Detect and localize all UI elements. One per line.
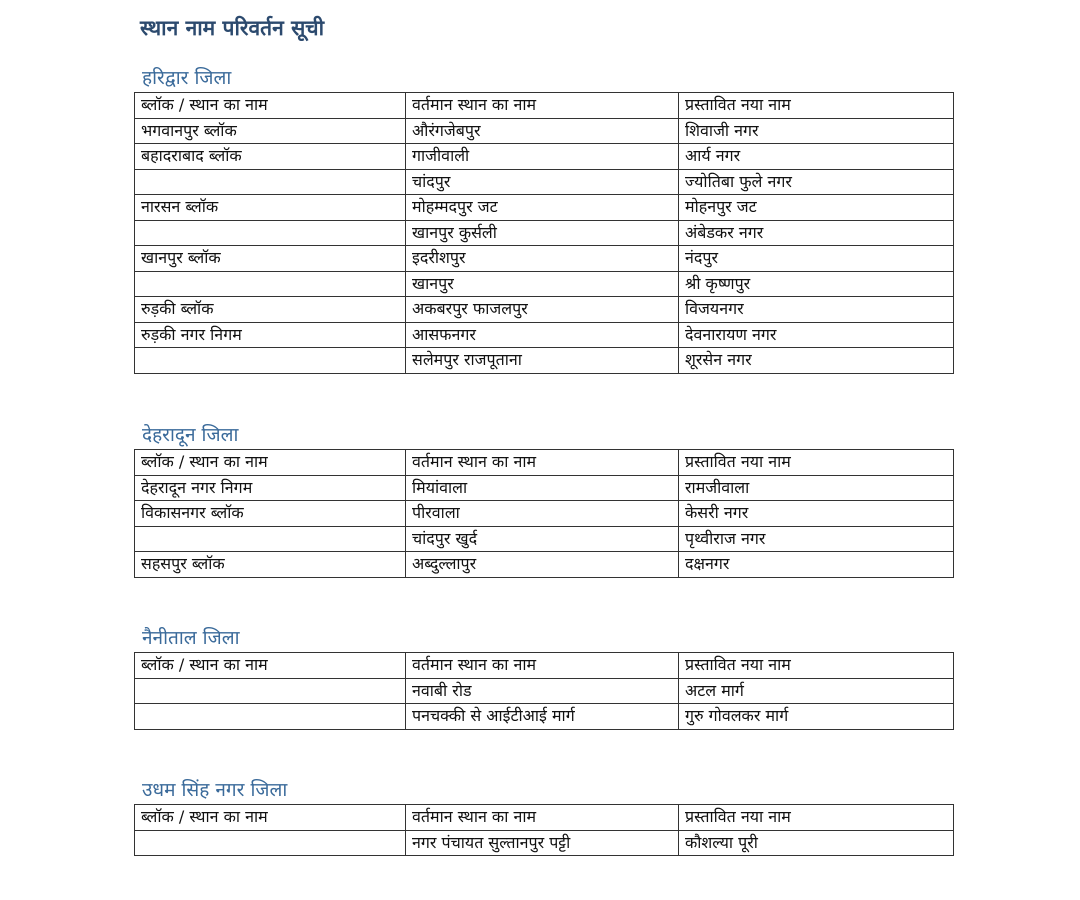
block-cell: रुड़की ब्लॉक: [135, 297, 406, 323]
table-row: [135, 501, 954, 527]
proposed-name-cell: शिवाजी नगर: [679, 118, 954, 144]
document-title: स्थान नाम परिवर्तन सूची: [140, 16, 325, 40]
table-row: [135, 118, 954, 144]
current-name-cell: वर्तमान स्थान का नाम: [406, 653, 679, 679]
block-cell: [135, 526, 406, 552]
current-name-cell: चांदपुर: [406, 169, 679, 195]
current-name-cell: वर्तमान स्थान का नाम: [406, 450, 679, 476]
block-cell: सहसपुर ब्लॉक: [135, 552, 406, 578]
block-cell: नारसन ब्लॉक: [135, 195, 406, 221]
table-row: [135, 271, 954, 297]
block-cell: ब्लॉक / स्थान का नाम: [135, 805, 406, 831]
district-title: उधम सिंह नगर जिला: [142, 779, 288, 801]
table-row: [135, 195, 954, 221]
block-cell: [135, 678, 406, 704]
rename-table: [134, 804, 954, 856]
district-dehradun: [134, 423, 914, 578]
proposed-name-cell: प्रस्तावित नया नाम: [679, 93, 954, 119]
proposed-name-cell: शूरसेन नगर: [679, 348, 954, 374]
current-name-cell: आसफनगर: [406, 322, 679, 348]
table-row: [135, 144, 954, 170]
rename-table: [134, 449, 954, 578]
current-name-cell: इदरीशपुर: [406, 246, 679, 272]
district-haridwar: [134, 66, 914, 374]
table-row: [135, 678, 954, 704]
current-name-cell: खानपुर: [406, 271, 679, 297]
block-cell: [135, 348, 406, 374]
block-cell: [135, 169, 406, 195]
current-name-cell: गाजीवाली: [406, 144, 679, 170]
table-header-row: [135, 653, 954, 679]
current-name-cell: पीरवाला: [406, 501, 679, 527]
table-row: [135, 246, 954, 272]
proposed-name-cell: गुरु गोवलकर मार्ग: [679, 704, 954, 730]
proposed-name-cell: प्रस्तावित नया नाम: [679, 450, 954, 476]
table-row: [135, 169, 954, 195]
block-cell: रुड़की नगर निगम: [135, 322, 406, 348]
block-cell: ब्लॉक / स्थान का नाम: [135, 93, 406, 119]
proposed-name-cell: श्री कृष्णपुर: [679, 271, 954, 297]
proposed-name-cell: केसरी नगर: [679, 501, 954, 527]
district-title: देहरादून जिला: [142, 424, 239, 446]
block-cell: भगवानपुर ब्लॉक: [135, 118, 406, 144]
proposed-name-cell: अंबेडकर नगर: [679, 220, 954, 246]
block-cell: बहादराबाद ब्लॉक: [135, 144, 406, 170]
proposed-name-cell: ज्योतिबा फुले नगर: [679, 169, 954, 195]
current-name-cell: मोहम्मदपुर जट: [406, 195, 679, 221]
table-header-row: [135, 805, 954, 831]
table-row: [135, 297, 954, 323]
block-cell: [135, 271, 406, 297]
proposed-name-cell: आर्य नगर: [679, 144, 954, 170]
block-cell: [135, 830, 406, 856]
district-title: हरिद्वार जिला: [142, 67, 232, 89]
table-row: [135, 220, 954, 246]
block-cell: ब्लॉक / स्थान का नाम: [135, 653, 406, 679]
block-cell: ब्लॉक / स्थान का नाम: [135, 450, 406, 476]
proposed-name-cell: विजयनगर: [679, 297, 954, 323]
block-cell: [135, 704, 406, 730]
block-cell: खानपुर ब्लॉक: [135, 246, 406, 272]
table-row: [135, 526, 954, 552]
rename-table: [134, 92, 954, 374]
current-name-cell: औरंगजेबपुर: [406, 118, 679, 144]
table-row: [135, 704, 954, 730]
district-nainital: [134, 626, 914, 730]
proposed-name-cell: प्रस्तावित नया नाम: [679, 653, 954, 679]
current-name-cell: नवाबी रोड: [406, 678, 679, 704]
proposed-name-cell: कौशल्या पूरी: [679, 830, 954, 856]
current-name-cell: अब्दुल्लापुर: [406, 552, 679, 578]
current-name-cell: पनचक्की से आईटीआई मार्ग: [406, 704, 679, 730]
proposed-name-cell: दक्षनगर: [679, 552, 954, 578]
current-name-cell: खानपुर कुर्सली: [406, 220, 679, 246]
proposed-name-cell: देवनारायण नगर: [679, 322, 954, 348]
table-row: [135, 830, 954, 856]
district-udham-singh-nagar: [134, 778, 914, 856]
block-cell: विकासनगर ब्लॉक: [135, 501, 406, 527]
district-title: नैनीताल जिला: [142, 627, 240, 649]
current-name-cell: मियांवाला: [406, 475, 679, 501]
proposed-name-cell: पृथ्वीराज नगर: [679, 526, 954, 552]
table-row: [135, 475, 954, 501]
proposed-name-cell: रामजीवाला: [679, 475, 954, 501]
current-name-cell: अकबरपुर फाजलपुर: [406, 297, 679, 323]
current-name-cell: चांदपुर खुर्द: [406, 526, 679, 552]
table-row: [135, 348, 954, 374]
block-cell: देहरादून नगर निगम: [135, 475, 406, 501]
proposed-name-cell: नंदपुर: [679, 246, 954, 272]
proposed-name-cell: अटल मार्ग: [679, 678, 954, 704]
table-row: [135, 322, 954, 348]
current-name-cell: वर्तमान स्थान का नाम: [406, 805, 679, 831]
current-name-cell: सलेमपुर राजपूताना: [406, 348, 679, 374]
current-name-cell: नगर पंचायत सुल्तानपुर पट्टी: [406, 830, 679, 856]
rename-table: [134, 652, 954, 730]
current-name-cell: वर्तमान स्थान का नाम: [406, 93, 679, 119]
table-header-row: [135, 450, 954, 476]
table-header-row: [135, 93, 954, 119]
block-cell: [135, 220, 406, 246]
proposed-name-cell: मोहनपुर जट: [679, 195, 954, 221]
proposed-name-cell: प्रस्तावित नया नाम: [679, 805, 954, 831]
table-row: [135, 552, 954, 578]
